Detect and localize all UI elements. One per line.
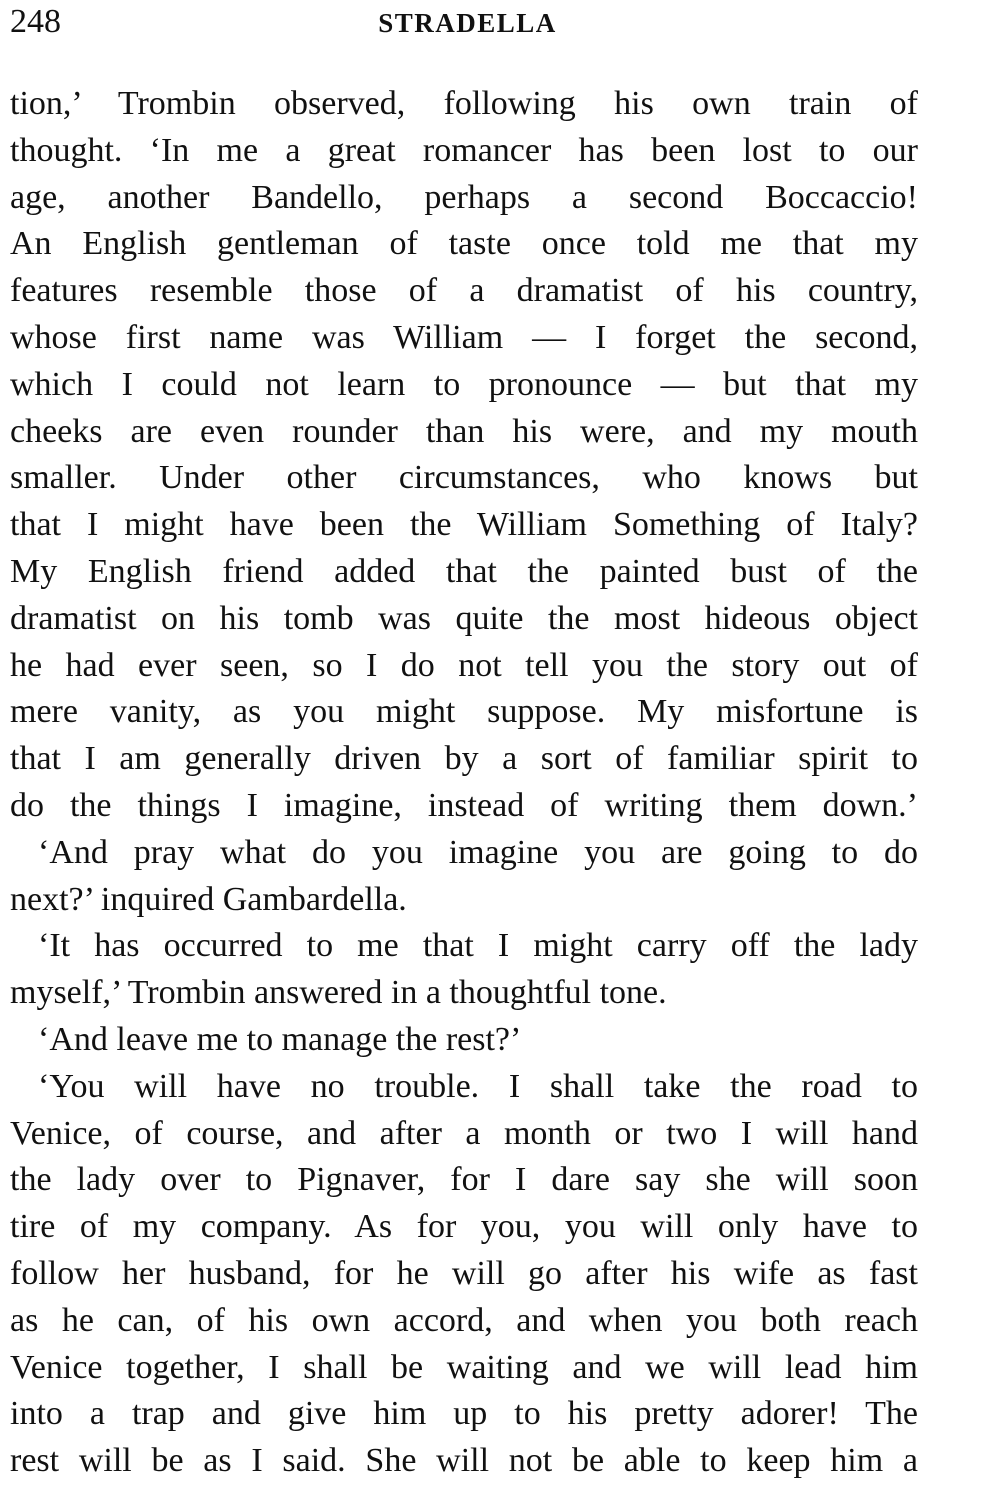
text-line: follow her husband, for he will go after his wife as fast	[10, 1254, 918, 1292]
text-line: the lady over to Pignaver, for I dare say she will soon	[10, 1161, 918, 1199]
text-line: ‘You will have no trouble. I shall take the road to	[38, 1067, 918, 1105]
text-line: smaller. Under other circumstances, who knows but	[10, 459, 918, 497]
text-line: which I could not learn to pronounce — but that my	[10, 365, 918, 403]
running-head	[10, 0, 925, 44]
text-line: whose first name was William — I forget the second,	[10, 318, 918, 356]
text-line: My English friend added that the painted bust of the	[10, 552, 918, 590]
text-line: as he can, of his own accord, and when you both reach	[10, 1301, 918, 1339]
text-line: Venice together, I shall be waiting and we will lead him	[10, 1348, 918, 1386]
text-line: next?’ inquired Gambardella.	[10, 880, 407, 918]
text-line: age, another Bandello, perhaps a second Boccaccio!	[10, 178, 918, 216]
text-line: ‘And leave me to manage the rest?’	[38, 1020, 522, 1058]
text-line: that I am generally driven by a sort of familiar spirit to	[10, 740, 918, 778]
text-line: ‘And pray what do you imagine you are going to do	[38, 833, 918, 871]
text-line: ‘It has occurred to me that I might carry off the lady	[38, 927, 918, 965]
text-line: myself,’ Trombin answered in a thoughtful tone.	[10, 974, 667, 1012]
body-text	[10, 81, 918, 1485]
text-line: thought. ‘In me a great romancer has been lost to our	[10, 131, 918, 169]
text-line: do the things I imagine, instead of writing them down.’	[10, 786, 918, 824]
page-number: 248	[10, 3, 61, 40]
text-line: cheeks are even rounder than his were, and my mouth	[10, 412, 918, 450]
text-line: An English gentleman of taste once told me that my	[10, 225, 918, 263]
text-line: tire of my company. As for you, you will only have to	[10, 1208, 918, 1246]
text-line: he had ever seen, so I do not tell you the story out of	[10, 646, 918, 684]
text-line: Venice, of course, and after a month or two I will hand	[10, 1114, 918, 1152]
text-line: mere vanity, as you might suppose. My misfortune is	[10, 693, 918, 731]
text-line: features resemble those of a dramatist of his country,	[10, 272, 918, 310]
text-line: into a trap and give him up to his pretty adorer! The	[10, 1395, 918, 1433]
text-line: dramatist on his tomb was quite the most hideous object	[10, 599, 918, 637]
text-line: tion,’ Trombin observed, following his own train of	[10, 85, 918, 122]
text-line: rest will be as I said. She will not be able to keep him a	[10, 1442, 918, 1480]
running-title: STRADELLA	[378, 8, 557, 38]
text-line: that I might have been the William Something of Italy?	[10, 506, 918, 544]
